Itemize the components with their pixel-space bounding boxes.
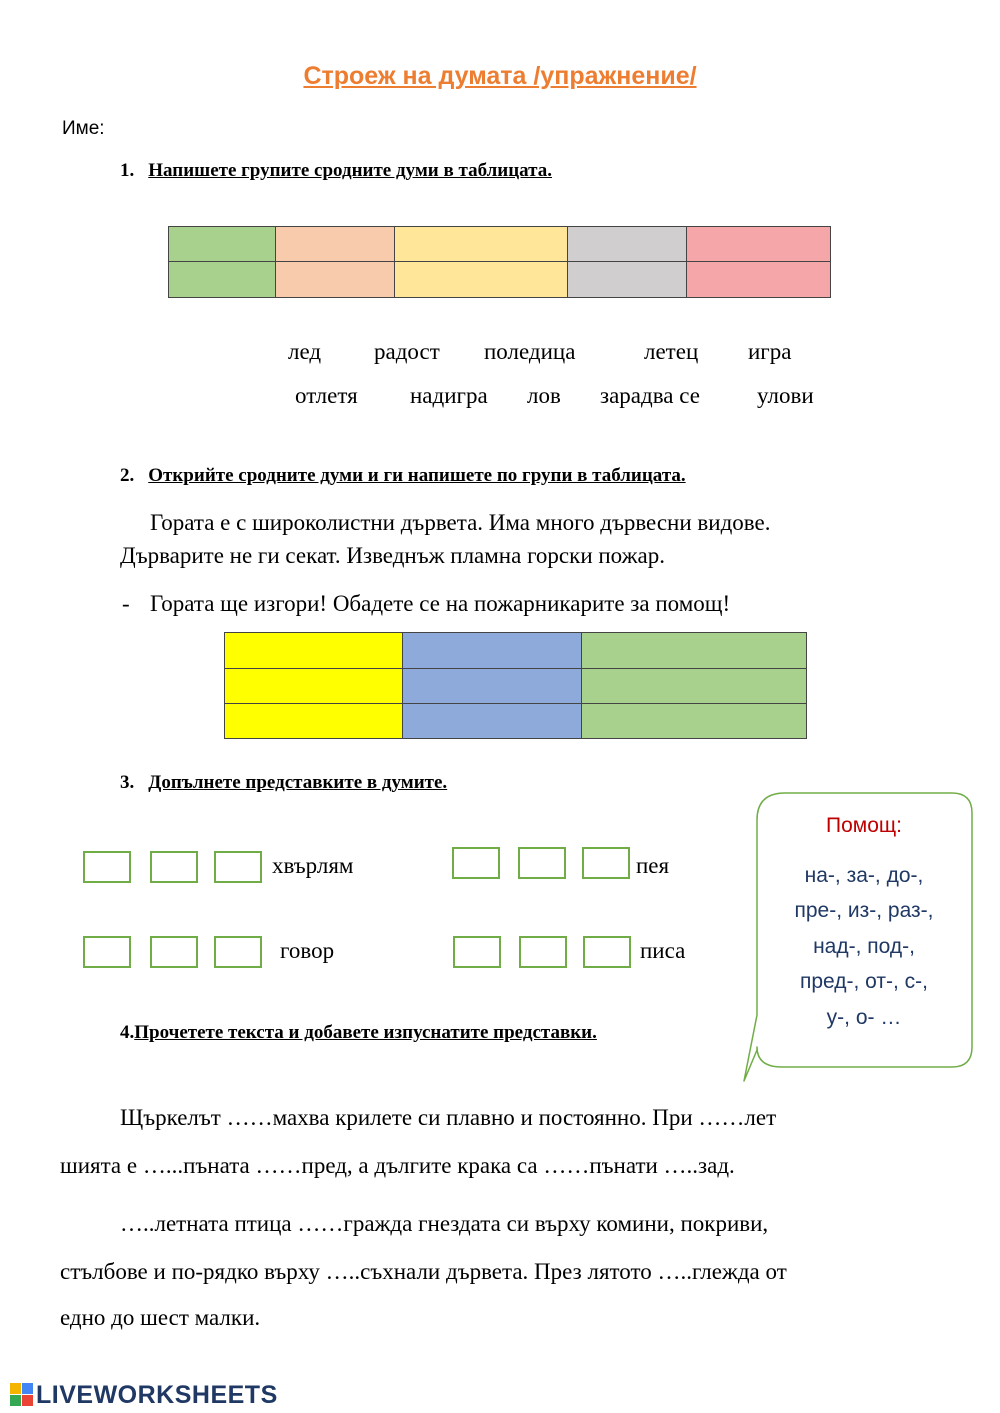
table-cell[interactable] [276,227,395,262]
word-option: улови [757,383,814,408]
task-1-heading [120,160,552,182]
help-line: у-, о- … [826,1006,902,1029]
task-number: 4. [120,1022,135,1043]
prefix-input-box[interactable] [519,936,567,968]
task-2-table [224,632,807,739]
help-title: Помощ: [825,814,902,837]
help-line: пре-, из-, раз-, [794,899,934,922]
dialog-line: Гората ще изгори! Обадете се на пожарникарите за помощ! [150,591,731,616]
task-text: Прочетете текста и добавете изпуснатите представки. [134,1022,597,1043]
table-cell[interactable] [395,262,568,298]
text-line: едно до шест малки. [60,1305,261,1330]
table-cell[interactable] [276,262,395,298]
table-cell[interactable] [169,227,276,262]
word-option: отлетя [295,383,358,408]
table-cell[interactable] [225,669,403,704]
logo-text: LIVEWORKSHEETS [36,1380,278,1409]
task-1-table [168,226,831,298]
prefix-input-box[interactable] [582,847,630,879]
prefix-input-box[interactable] [583,936,631,968]
prefix-input-box[interactable] [150,936,198,968]
word-option: зарадва се [600,383,700,408]
prefix-input-box[interactable] [453,936,501,968]
prefix-input-box[interactable] [452,847,500,879]
task-4-heading [120,1022,597,1044]
page-title: Строеж на думата /упражнение/ [303,62,697,90]
text-line: …..летната птица ……гражда гнездата си върху комини, покриви, [120,1211,769,1236]
paragraph-line: Гората е с широколистни дървета. Има много дървесни видове. [150,510,771,535]
prefix-input-box[interactable] [83,936,131,968]
word-option: надигра [410,383,488,408]
prefix-input-box[interactable] [150,851,198,883]
prefix-input-box[interactable] [518,847,566,879]
word-option: лов [527,383,561,408]
text-line: стълбове и по-рядко върху …..съхнали дървета. През лятото …..глежда от [60,1259,787,1284]
table-cell[interactable] [687,227,831,262]
root-word: хвърлям [272,853,354,878]
table-cell[interactable] [687,262,831,298]
task-number: 3. [120,772,135,793]
help-line: над-, под-, [813,935,915,958]
word-option: поледица [484,339,576,364]
table-cell[interactable] [403,633,581,669]
table-cell[interactable] [395,227,568,262]
prefix-input-box[interactable] [83,851,131,883]
task-text: Допълнете представките в думите. [148,772,448,793]
table-cell[interactable] [581,704,806,739]
help-line: пред-, от-, с-, [799,970,928,993]
table-cell[interactable] [568,227,687,262]
word-option: радост [374,339,440,364]
dialog-dash: - [122,591,130,616]
text-line: Щъркелът ……махва крилете си плавно и постоянно. При ……лет [120,1105,777,1130]
prefix-input-box[interactable] [214,936,262,968]
word-option: летец [644,339,699,364]
word-option: лед [288,339,322,364]
word-option: игра [748,339,792,364]
task-2-heading [120,465,686,487]
table-cell[interactable] [581,633,806,669]
table-cell[interactable] [403,669,581,704]
table-cell[interactable] [225,633,403,669]
text-line: шията е …...пъната ……пред, а дългите крака са ……пънати …..зад. [60,1153,735,1178]
prefix-input-box[interactable] [214,851,262,883]
task-text: Напишете групите сродните думи в таблицата. [148,160,552,181]
logo-blocks-icon [10,1383,34,1407]
help-line: на-, за-, до-, [804,864,924,887]
root-word: пея [636,853,670,878]
name-label: Име: [62,118,105,139]
table-cell[interactable] [169,262,276,298]
task-3-heading [120,772,447,794]
root-word: писа [640,938,686,963]
paragraph-line: Дърварите не ги секат. Изведнъж пламна горски пожар. [120,543,665,568]
table-cell[interactable] [581,669,806,704]
table-cell[interactable] [403,704,581,739]
task-text: Открийте сродните думи и ги напишете по групи в таблицата. [148,465,686,486]
task-number: 1. [120,160,135,181]
root-word: говор [280,938,335,963]
task-number: 2. [120,465,135,486]
liveworksheets-logo [10,1378,278,1412]
table-cell[interactable] [568,262,687,298]
table-cell[interactable] [225,704,403,739]
